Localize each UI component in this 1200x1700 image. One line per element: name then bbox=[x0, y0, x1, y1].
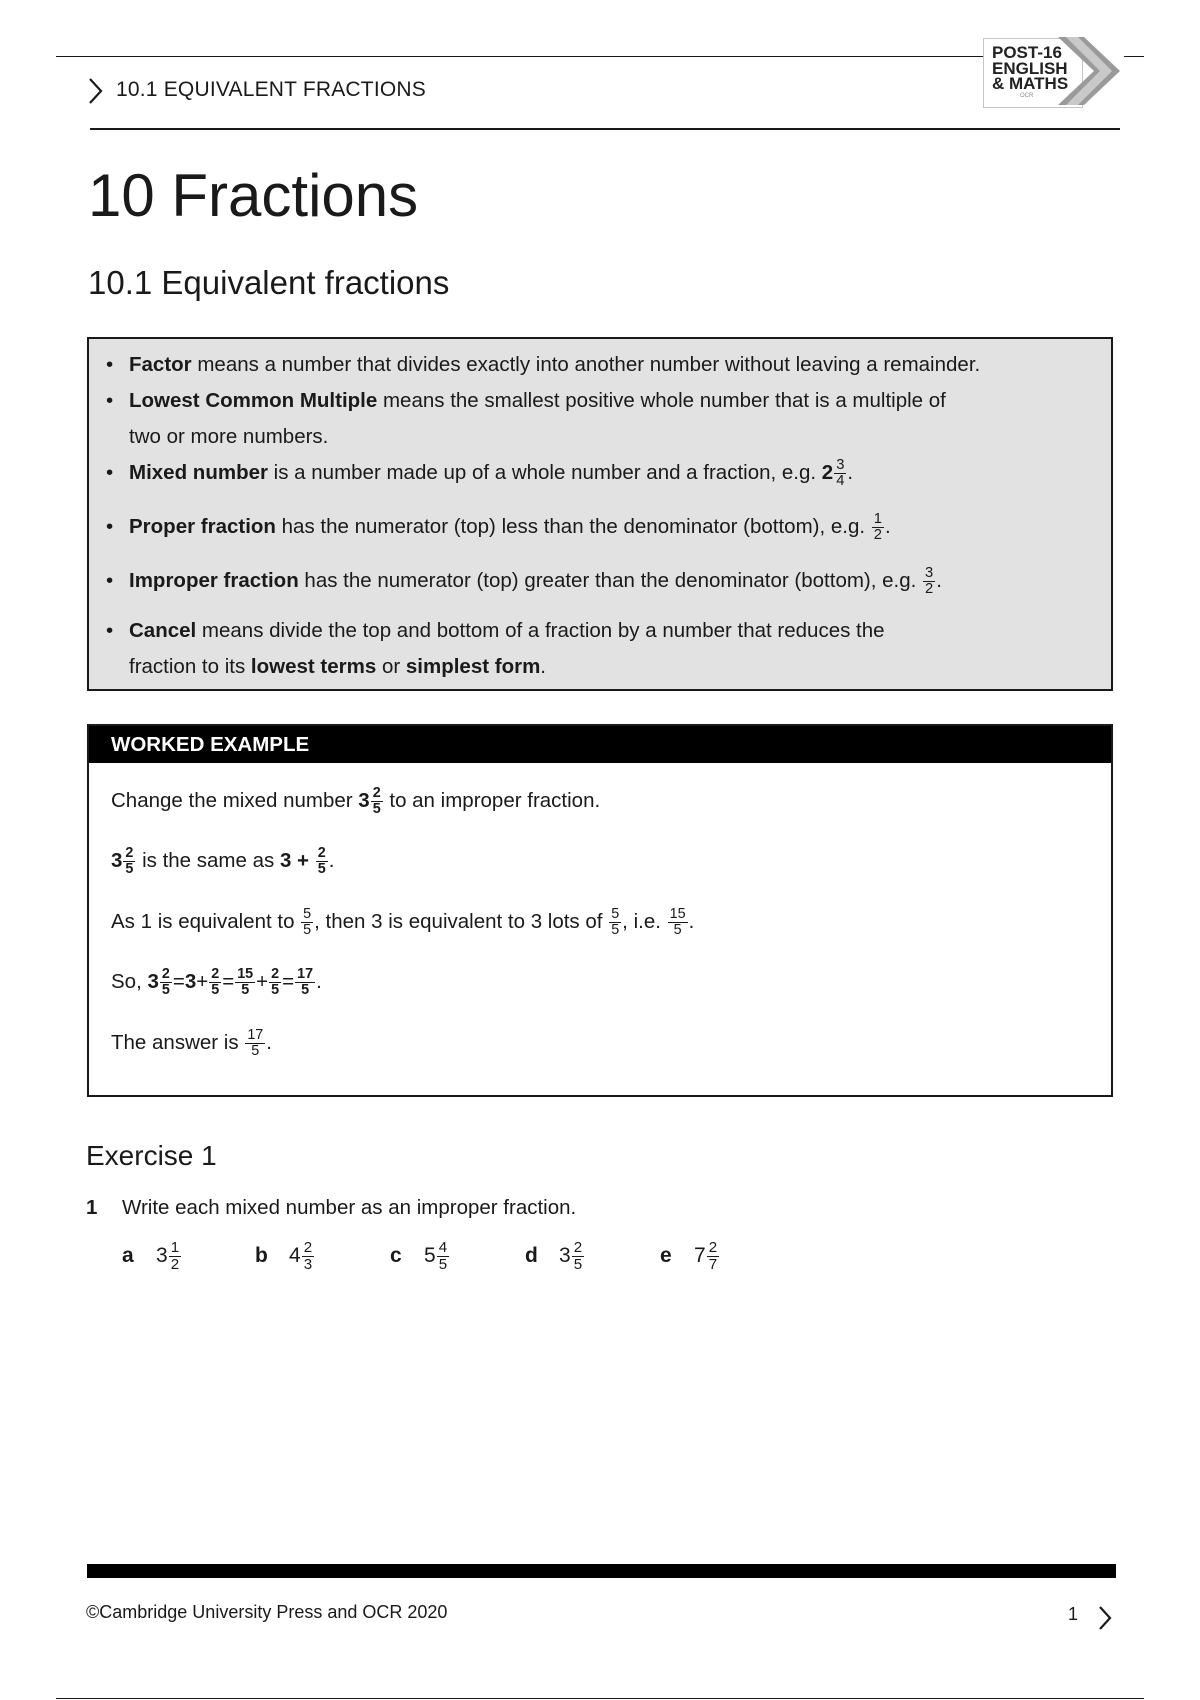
definition-lcm: • Lowest Common Multiple means the smallest positive whole number that is a multiple of two or more numbers. bbox=[129, 383, 1089, 455]
worked-example-box bbox=[87, 724, 1113, 1097]
worked-example-line: As 1 is equivalent to $\frac{5}{5}$ , then 3 is equivalent to 3 lots of $\frac{5}{5}$ , i.e. $\frac{15}{5}$ . bbox=[111, 906, 695, 939]
exercise-part-d: d 3 $\frac{2}{5}$ bbox=[525, 1239, 583, 1273]
next-page-chevron-icon[interactable] bbox=[1096, 1604, 1114, 1632]
header-bottom-rule bbox=[90, 128, 1120, 130]
footer-bottom-rule bbox=[56, 1698, 1144, 1699]
brand-logo: POST-16 ENGLISH & MATHS OCR bbox=[983, 38, 1083, 108]
fraction: $\frac{3}{2}$ bbox=[925, 564, 934, 598]
footer-bar bbox=[87, 1564, 1116, 1578]
exercise-part-a: a 3 $\frac{1}{2}$ bbox=[122, 1239, 180, 1273]
exercise-part-c: c 5 $\frac{4}{5}$ bbox=[390, 1239, 448, 1273]
question-text: Write each mixed number as an improper fraction. bbox=[122, 1196, 577, 1219]
fraction: $\frac{1}{2}$ bbox=[873, 510, 882, 544]
worked-example-line: 3 $\frac{2}{5}$ is the same as 3 + $\frac{2}{5}$ . bbox=[111, 845, 335, 878]
definition-improper-fraction: • Improper fraction has the numerator (top) greater than the denominator (bottom), e.g. $\frac{3}{2}$ . bbox=[129, 563, 1089, 599]
header-top-rule-right bbox=[1124, 56, 1144, 57]
section-title: 10.1 Equivalent fractions bbox=[88, 264, 450, 301]
worked-example-line: So, 3 $\frac{2}{5}$ =3+ $\frac{2}{5}$ = $\frac{15}{5}$ + $\frac{2}{5}$ = $\frac{17}{5}$ . bbox=[111, 966, 322, 999]
definition-cancel: • Cancel means divide the top and bottom of a fraction by a number that reduces the fraction to its lowest terms or simplest form. bbox=[129, 613, 1089, 685]
definitions-box bbox=[87, 337, 1113, 691]
exercise-part-b: b 4 $\frac{2}{3}$ bbox=[255, 1239, 313, 1273]
definition-mixed-number: • Mixed number is a number made up of a whole number and a fraction, e.g. 2 $\frac{3}{4}$ . bbox=[129, 455, 1089, 491]
page-title: 10 Fractions bbox=[88, 162, 419, 229]
exercise-part-e: e 7 $\frac{2}{7}$ bbox=[660, 1239, 718, 1273]
worked-example-heading: WORKED EXAMPLE bbox=[89, 726, 1111, 763]
chevron-right-icon bbox=[86, 76, 106, 106]
exercise-title: Exercise 1 bbox=[86, 1140, 217, 1171]
copyright: ©Cambridge University Press and OCR 2020 bbox=[86, 1602, 448, 1622]
logo-chevron-icon bbox=[1056, 35, 1124, 107]
question-number: 1 bbox=[86, 1196, 98, 1219]
worked-example-line: The answer is $\frac{17}{5}$ . bbox=[111, 1027, 272, 1060]
worked-example-line: Change the mixed number 3 $\frac{2}{5}$ to an improper fraction. bbox=[111, 785, 601, 818]
definition-proper-fraction: • Proper fraction has the numerator (top) less than the denominator (bottom), e.g. $\frac{1}{2}$ . bbox=[129, 509, 1089, 545]
fraction: $\frac{3}{4}$ bbox=[836, 456, 845, 490]
page-number: 1 bbox=[1068, 1604, 1079, 1624]
definition-factor: • Factor means a number that divides exactly into another number without leaving a remainder. bbox=[129, 347, 1089, 383]
header-top-rule bbox=[56, 56, 984, 57]
breadcrumb: 10.1 EQUIVALENT FRACTIONS bbox=[116, 78, 426, 101]
